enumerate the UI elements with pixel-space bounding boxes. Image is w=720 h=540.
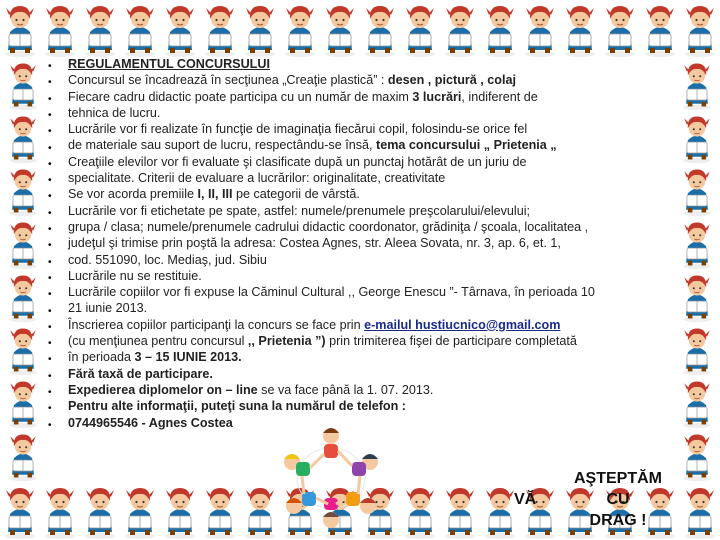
girl-reading-icon <box>120 0 160 58</box>
girl-reading-icon <box>320 0 360 58</box>
girl-reading-icon <box>280 0 320 58</box>
girl-reading-icon <box>0 429 46 482</box>
girl-reading-icon <box>674 323 720 376</box>
rule-line <box>68 137 668 153</box>
girl-reading-icon <box>674 58 720 111</box>
bullet-icon: • <box>48 77 52 89</box>
girl-reading-icon <box>674 164 720 217</box>
girl-reading-icon <box>0 111 46 164</box>
rule-line <box>68 300 668 316</box>
bullet-icon: • <box>48 387 52 398</box>
rule-text: de materiale sau suport de lucru, respectându-se însă, <box>68 138 377 153</box>
rule-text: REGULAMENTUL CONCURSULUI <box>68 57 270 71</box>
girl-reading-icon <box>520 0 560 58</box>
girl-reading-icon <box>80 482 120 540</box>
bullet-icon: • <box>48 419 52 431</box>
girl-reading-icon <box>0 270 46 323</box>
bullet-icon: • <box>48 207 52 219</box>
rule-text: Expedierea diplomelor on – line <box>68 382 258 397</box>
rule-text: pe categorii de vârstă. <box>232 187 360 202</box>
rule-line <box>68 154 668 170</box>
rule-line <box>68 252 668 268</box>
rule-text: I, II, III <box>197 187 233 202</box>
rule-text: Se vor acorda premiile <box>68 187 198 202</box>
rule-line <box>68 170 668 186</box>
bullet-icon: • <box>48 240 52 252</box>
rule-line <box>68 203 668 219</box>
girl-reading-icon <box>680 0 720 58</box>
bullet-icon: • <box>48 305 52 317</box>
bullet-icon: • <box>48 272 52 284</box>
girl-reading-icon <box>0 58 46 111</box>
girl-reading-icon <box>200 482 240 540</box>
girl-reading-icon <box>674 376 720 429</box>
rule-text: (cu menţiunea pentru concursul <box>68 334 248 349</box>
kids-circle-icon <box>272 418 390 530</box>
bullet-icon: • <box>48 158 52 170</box>
bullet-icon: • <box>48 93 52 105</box>
rule-text: , indiferent de <box>461 89 538 104</box>
rule-line <box>68 333 668 349</box>
girl-reading-icon <box>0 217 46 270</box>
rule-text: 0744965546 - Agnes Costea <box>68 415 233 430</box>
girl-reading-icon <box>160 482 200 540</box>
rule-line <box>68 72 668 88</box>
rule-text: desen , pictură , colaj <box>387 73 516 88</box>
rule-text: Lucrările vor fi realizate în funcţie de imaginaţia fiecărui copil, folosindu-se orice fel <box>68 122 528 137</box>
rule-text: Înscrierea copiilor participanţi la concurs se face prin <box>68 317 365 332</box>
rule-line <box>68 186 668 202</box>
rule-text: Creaţiile elevilor vor fi evaluate şi clasificate după un punctaj hotărât de un juriu de <box>68 154 527 169</box>
girl-reading-icon <box>40 482 80 540</box>
rule-text: Lucrările nu se restituie. <box>68 268 202 283</box>
rule-text: în perioada <box>68 350 135 365</box>
rule-text: 21 iunie 2013. <box>68 301 148 316</box>
bullet-icon: • <box>48 175 52 187</box>
bullet-icon: • <box>48 256 52 268</box>
rule-text: cod. 551090, loc. Mediaş, jud. Sibiu <box>68 252 267 267</box>
border-left <box>0 58 46 482</box>
girl-reading-icon <box>160 0 200 58</box>
bullet-icon: • <box>48 354 52 366</box>
rule-line <box>68 89 668 105</box>
rule-text: Fără taxă de participare. <box>68 366 213 381</box>
closing-message <box>566 468 670 531</box>
girl-reading-icon <box>0 0 40 58</box>
bullet-icon: • <box>48 224 52 235</box>
girl-reading-icon <box>0 482 40 540</box>
girl-reading-icon <box>640 0 680 58</box>
rule-text: tema concursului „ Prietenia „ <box>376 138 557 153</box>
rule-line <box>68 268 668 284</box>
closing-line-1: AŞTEPTĂM <box>574 470 662 487</box>
girl-reading-icon <box>0 164 46 217</box>
bullet-icon: • <box>48 403 52 415</box>
bullet-icon: • <box>48 370 52 382</box>
girl-reading-icon <box>400 0 440 58</box>
rule-line <box>68 366 668 382</box>
girl-reading-icon <box>40 0 80 58</box>
girl-reading-icon <box>80 0 120 58</box>
rule-text: specialitate. Criterii de evaluare a lucrărilor: originalitate, creativitate <box>68 171 446 186</box>
rule-line <box>68 235 668 251</box>
rule-line <box>68 382 668 398</box>
girl-reading-icon <box>440 482 480 540</box>
bullet-icon: • <box>48 126 52 138</box>
rule-text: Pentru alte informaţii, puteţi suna la numărul de telefon : <box>68 399 406 414</box>
rule-text: ,, Prietenia ”) <box>247 334 326 349</box>
rule-line <box>68 105 668 121</box>
girl-reading-icon <box>0 323 46 376</box>
girl-reading-icon <box>480 0 520 58</box>
rule-text: grupa / clasa; numele/prenumele cadrului didactic coordonator, grădiniţa / şcoala, localitatea , <box>68 219 589 234</box>
bullet-icon: • <box>48 289 52 301</box>
bullet-icon: • <box>48 61 52 72</box>
rule-text: Lucrările copiilor vor fi expuse la Căminul Cultural ,, George Enescu ”- Târnava, în perioada 10 <box>68 285 595 300</box>
email-link[interactable]: e-mailul hustiucnico@gmail.com <box>364 317 561 332</box>
rule-text: 3 – 15 IUNIE 2013. <box>134 350 242 365</box>
girl-reading-icon <box>674 429 720 482</box>
girl-reading-icon <box>200 0 240 58</box>
rules-text <box>68 56 668 431</box>
border-right <box>674 58 720 482</box>
rule-line <box>68 349 668 365</box>
rule-text: Fiecare cadru didactic poate participa cu un număr de maxim <box>68 89 413 104</box>
rule-text: 3 lucrări <box>412 89 462 104</box>
bullet-icon: • <box>48 321 52 333</box>
rule-line <box>68 219 668 235</box>
girl-reading-icon <box>120 482 160 540</box>
girl-reading-icon <box>240 0 280 58</box>
rule-text: judeţul şi trimise prin poştă la adresa: Costea Agnes, str. Aleea Sovata, nr. 3, ap. 6, et. 1, <box>68 236 561 251</box>
rule-line <box>68 121 668 137</box>
rule-line <box>68 56 668 72</box>
bullet-icon: • <box>48 109 52 121</box>
girl-reading-icon <box>560 0 600 58</box>
girl-reading-icon <box>400 482 440 540</box>
bullet-icon: • <box>48 338 52 350</box>
girl-reading-icon <box>680 482 720 540</box>
rule-text: tehnica de lucru. <box>68 105 161 120</box>
rule-text: Lucrările vor fi etichetate pe spate, astfel: numele/prenumele preşcolarului/elevului; <box>68 203 531 218</box>
closing-va: VĂ <box>514 491 537 508</box>
rule-line <box>68 317 668 333</box>
rule-line <box>68 398 668 414</box>
border-top <box>0 0 720 58</box>
girl-reading-icon <box>674 270 720 323</box>
rule-text: se va face până la 1. 07. 2013. <box>257 382 434 397</box>
bullet-icon: • <box>48 142 52 154</box>
rule-text: prin trimiterea fişei de participare completată <box>325 334 577 349</box>
girl-reading-icon <box>600 0 640 58</box>
rule-line <box>68 284 668 300</box>
girl-reading-icon <box>0 376 46 429</box>
girl-reading-icon <box>360 0 400 58</box>
closing-line-2: CU <box>606 491 630 508</box>
girl-reading-icon <box>674 217 720 270</box>
girl-reading-icon <box>440 0 480 58</box>
bullet-icon: • <box>48 191 52 203</box>
girl-reading-icon <box>674 111 720 164</box>
closing-line-3: DRAG ! <box>589 512 647 529</box>
rule-text: Concursul se încadrează în secţiunea „Creaţie plastică” : <box>68 73 388 88</box>
